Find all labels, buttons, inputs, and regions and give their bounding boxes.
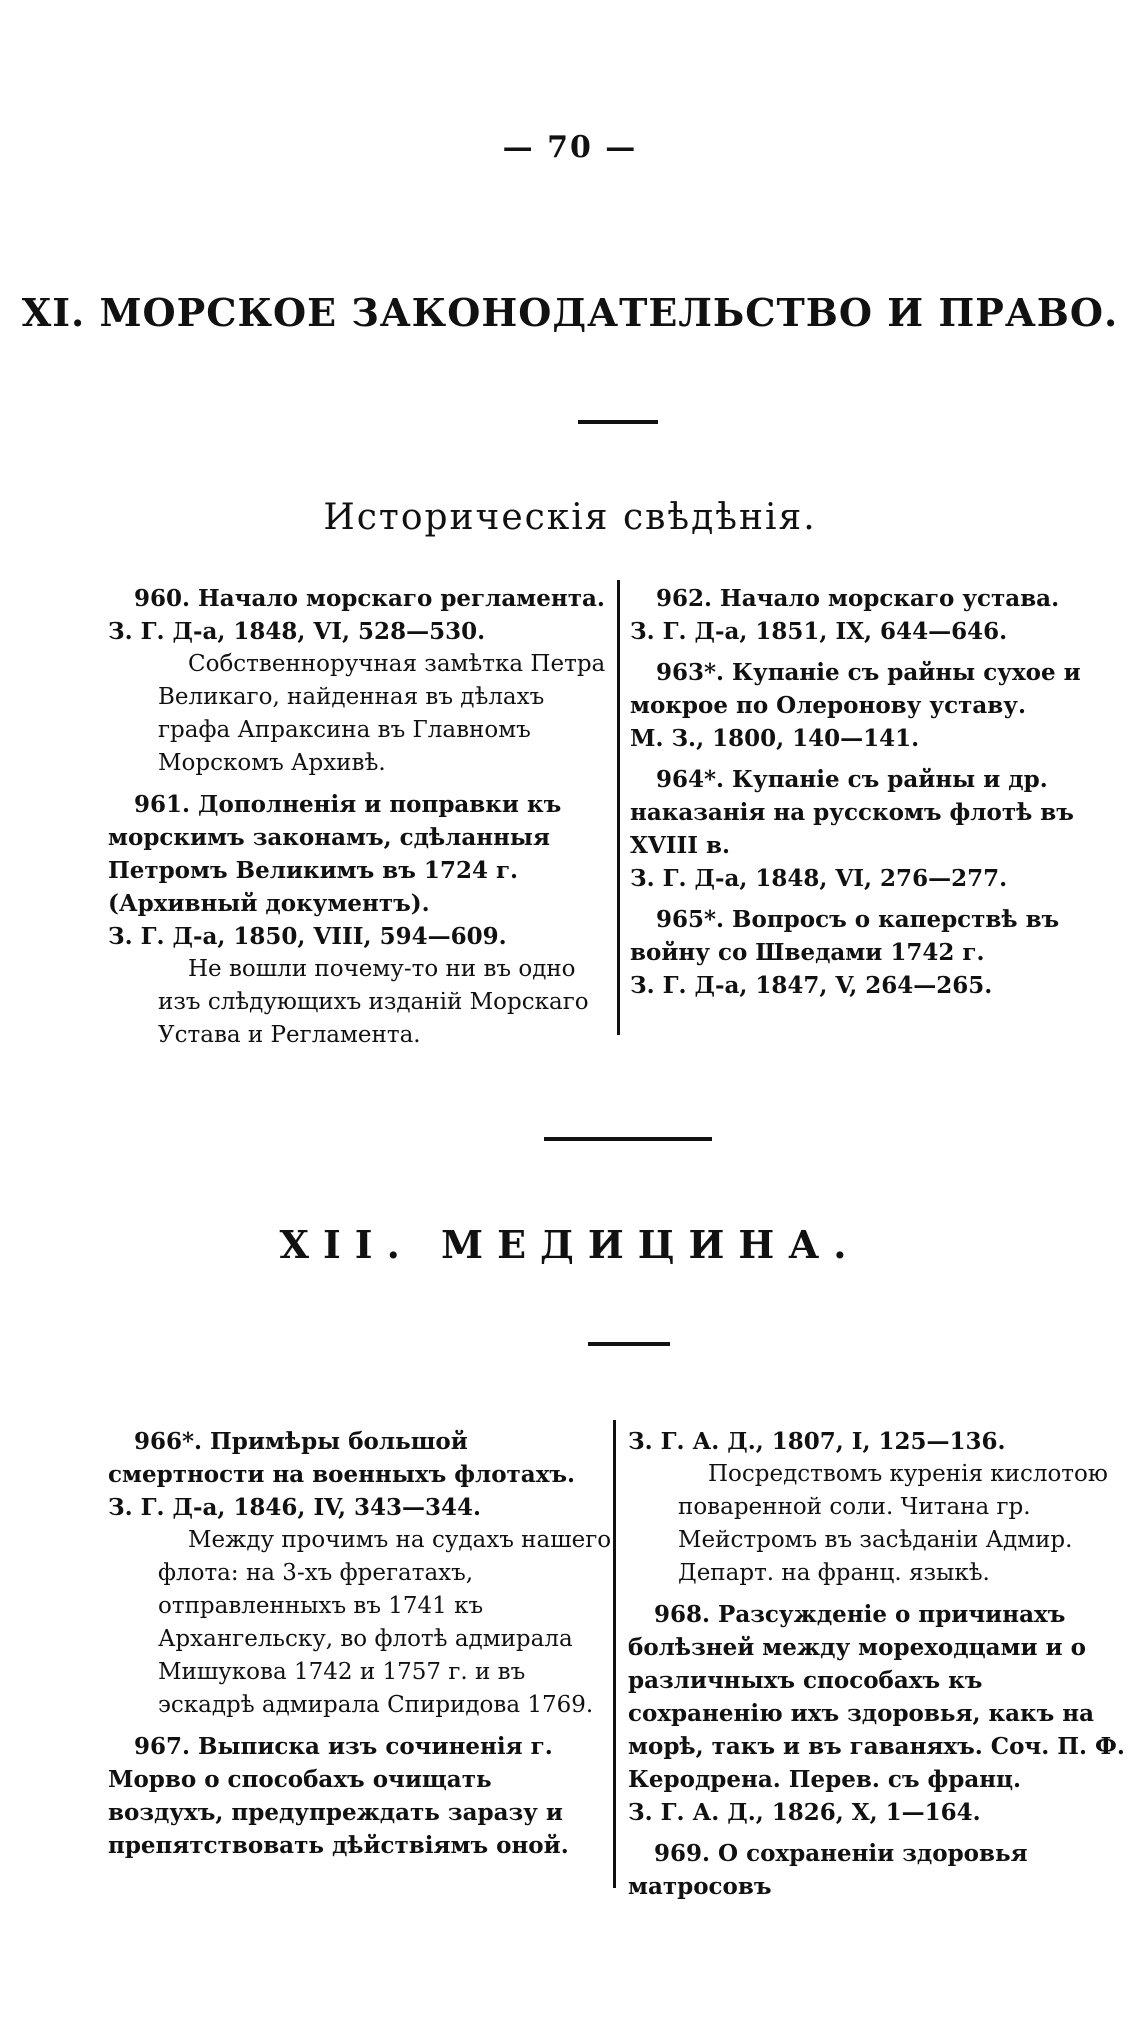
bibliography-src: З. Г. Д-а, 1850, VIII, 594—609.	[108, 923, 507, 950]
section-xi-right-column	[630, 582, 1138, 1002]
page-number: — 70 —	[502, 130, 638, 165]
bibliography-src: З. Г. Д-а, 1847, V, 264—265.	[630, 972, 993, 999]
bibliography-note: Собственноручная замѣтка Петра Великаго, найденная въ дѣлахъ графа Апраксина въ Главномъ Морскомъ Архивѣ.	[158, 651, 606, 776]
bibliography-entry: 963*. Купанiе съ райны сухое и мокрое по Олеронову уставу.	[630, 659, 1081, 719]
section-title-xi: XI. МОРСКОЕ ЗАКОНОДАТЕЛЬСТВО И ПРАВО.	[21, 290, 1119, 335]
bibliography-entry: 965*. Вопросъ о каперствѣ въ войну со Шведами 1742 г.	[630, 906, 1060, 966]
bibliography-entry: 961. Дополненiя и поправки къ морскимъ законамъ, сдѣланныя Петромъ Великимъ въ 1724 г. (Архивный документъ).	[108, 791, 562, 917]
bibliography-entry: 969. О сохраненiи здоровья матросовъ	[628, 1840, 1028, 1900]
bibliography-src: З. Г. А. Д., 1807, I, 125—136.	[628, 1428, 1006, 1455]
section-subtitle: Историческiя свѣдѣнiя.	[323, 497, 817, 538]
section-separator-rule	[544, 1137, 712, 1141]
bibliography-src: З. Г. А. Д., 1826, X, 1—164.	[628, 1799, 981, 1826]
bibliography-note: Между прочимъ на судахъ нашего флота: на 3-хъ фрегатахъ, отправленныхъ въ 1741 къ Архангельску, во флотѣ адмирала Мишукова 1742 и 1757 г. и въ эскадрѣ адмирала Спиридова 1769.	[158, 1527, 612, 1718]
bibliography-entry: 968. Разсужденiе о причинахъ болѣзней между мореходцами и о различныхъ способахъ къ сохраненiю ихъ здоровья, какъ на морѣ, такъ и въ гаваняхъ. Соч. П. Ф. Керодрена. Перев. съ франц.	[628, 1601, 1125, 1793]
bibliography-note: Посредствомъ куренiя кислотою поваренной соли. Читана гр. Мейстромъ въ засѣданiи Адмир. Департ. на франц. языкѣ.	[678, 1461, 1108, 1586]
bibliography-src: З. Г. Д-а, 1848, VI, 276—277.	[630, 865, 1008, 892]
bibliography-src: З. Г. Д-а, 1851, IX, 644—646.	[630, 618, 1008, 645]
bibliography-src: З. Г. Д-а, 1848, VI, 528—530.	[108, 618, 486, 645]
bibliography-entry: 967. Выписка изъ сочиненiя г. Морво о способахъ очищать воздухъ, предупреждать заразу и препятствовать дѣйствiямъ оной.	[108, 1733, 569, 1859]
title-rule	[588, 1342, 670, 1346]
section-xi-left-column	[108, 582, 613, 1052]
bibliography-src: М. З., 1800, 140—141.	[630, 725, 920, 752]
bibliography-src: З. Г. Д-а, 1846, IV, 343—344.	[108, 1494, 482, 1521]
bibliography-entry: 964*. Купанiе съ райны и др. наказанiя на русскомъ флотѣ въ XVIII в.	[630, 766, 1074, 859]
title-rule	[578, 420, 658, 424]
section-xii-left-column	[108, 1425, 613, 1862]
section-title-xii: XII. МЕДИЦИНА.	[279, 1222, 861, 1267]
column-divider	[613, 1420, 616, 1888]
bibliography-entry: 960. Начало морскаго регламента.	[134, 585, 605, 612]
bibliography-entry: 966*. Примѣры большой смертности на военныхъ флотахъ.	[108, 1428, 576, 1488]
section-xii-right-column	[628, 1425, 1136, 1903]
bibliography-entry: 962. Начало морскаго устава.	[656, 585, 1060, 612]
bibliography-note: Не вошли почему-то ни въ одно изъ слѣдующихъ изданiй Морскаго Устава и Регламента.	[158, 956, 589, 1048]
column-divider	[617, 580, 620, 1035]
